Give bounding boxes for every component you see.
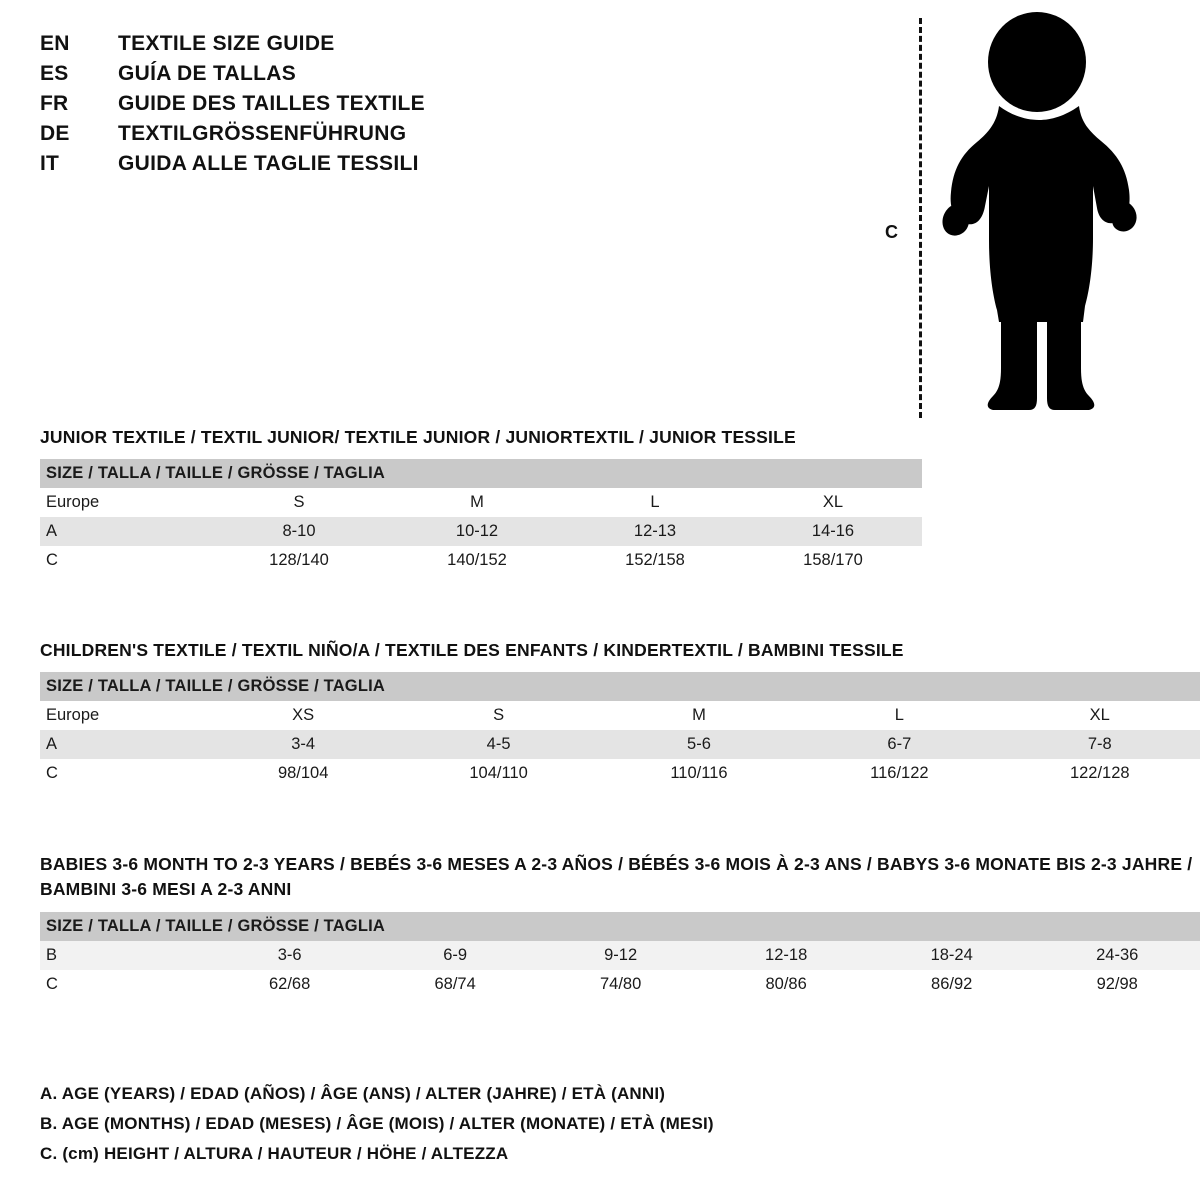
language-row-fr [40, 92, 660, 116]
cell: 10-12 [388, 517, 566, 546]
section-title-babies: BABIES 3-6 MONTH TO 2-3 YEARS / BEBÉS 3-6 MESES A 2-3 AÑOS / BÉBÉS 3-6 MOIS À 2-3 ANS / BABYS 3-6 MONATE BIS 2-3 JAHRE / BAMBINI 3-6 MESI A 2-3 ANNI [40, 854, 1193, 900]
language-code-it: IT [40, 152, 60, 175]
row-label: C [40, 759, 208, 788]
footnote-a: A. AGE (YEARS) / EDAD (AÑOS) / ÂGE (ANS) / ALTER (JAHRE) / ETÀ (ANNI) [40, 1084, 666, 1103]
row-label: Europe [40, 488, 210, 517]
cell: 18-24 [869, 941, 1035, 970]
height-measure-label: C [885, 222, 898, 242]
footnote-b: B. AGE (MONTHS) / EDAD (MESES) / ÂGE (MOIS) / ALTER (MONATE) / ETÀ (MESI) [40, 1114, 714, 1133]
band-label-babies: SIZE / TALLA / TAILLE / GRÖSSE / TAGLIA [40, 912, 1200, 941]
section-children-textile [40, 638, 1200, 788]
cell: 104/110 [398, 759, 598, 788]
cell: 12-18 [703, 941, 869, 970]
language-row-it [40, 152, 660, 176]
cell: 68/74 [372, 970, 538, 999]
child-silhouette-icon [937, 10, 1137, 415]
table-row [40, 546, 922, 575]
cell: 62/68 [207, 970, 373, 999]
language-row-en [40, 32, 660, 56]
band-label-junior: SIZE / TALLA / TAILLE / GRÖSSE / TAGLIA [40, 459, 922, 488]
cell: 116/122 [799, 759, 999, 788]
cell: XL [744, 488, 922, 517]
language-row-de [40, 122, 660, 146]
cell: L [566, 488, 744, 517]
row-label: A [40, 517, 210, 546]
cell: 86/92 [869, 970, 1035, 999]
table-row [40, 759, 1200, 788]
cell: M [388, 488, 566, 517]
cell: 4-5 [398, 730, 598, 759]
language-code-de: DE [40, 122, 70, 145]
cell: 80/86 [703, 970, 869, 999]
size-table-children [40, 672, 1200, 788]
language-title-en: TEXTILE SIZE GUIDE [118, 32, 335, 55]
language-code-en: EN [40, 32, 70, 55]
language-title-de: TEXTILGRÖSSENFÜHRUNG [118, 122, 407, 145]
footnotes [40, 1084, 1040, 1174]
row-label: B [40, 941, 207, 970]
height-measure-figure [885, 10, 1145, 420]
table-band-header-junior [40, 459, 922, 488]
row-label: C [40, 970, 207, 999]
cell: 122/128 [1000, 759, 1200, 788]
language-code-fr: FR [40, 92, 69, 115]
language-header [40, 32, 660, 182]
section-junior-textile [40, 425, 922, 575]
cell: 152/158 [566, 546, 744, 575]
cell: S [398, 701, 598, 730]
cell: 98/104 [208, 759, 398, 788]
table-row [40, 517, 922, 546]
cell: L [799, 701, 999, 730]
table-row [40, 701, 1200, 730]
band-label-children: SIZE / TALLA / TAILLE / GRÖSSE / TAGLIA [40, 672, 1200, 701]
table-band-header-babies [40, 912, 1200, 941]
language-title-it: GUIDA ALLE TAGLIE TESSILI [118, 152, 419, 175]
cell: 5-6 [599, 730, 799, 759]
language-title-fr: GUIDE DES TAILLES TEXTILE [118, 92, 425, 115]
language-code-es: ES [40, 62, 69, 85]
cell: 74/80 [538, 970, 704, 999]
cell: 92/98 [1034, 970, 1200, 999]
cell: 3-4 [208, 730, 398, 759]
cell: 14-16 [744, 517, 922, 546]
row-label: A [40, 730, 208, 759]
footnote-c: C. (cm) HEIGHT / ALTURA / HAUTEUR / HÖHE / ALTEZZA [40, 1144, 509, 1163]
language-title-es: GUÍA DE TALLAS [118, 62, 297, 85]
cell: 12-13 [566, 517, 744, 546]
cell: 158/170 [744, 546, 922, 575]
table-row [40, 941, 1200, 970]
size-table-babies [40, 912, 1200, 999]
table-row [40, 488, 922, 517]
table-band-header-children [40, 672, 1200, 701]
table-row [40, 730, 1200, 759]
cell: 128/140 [210, 546, 388, 575]
size-table-junior [40, 459, 922, 575]
row-label: C [40, 546, 210, 575]
language-row-es [40, 62, 660, 86]
cell: 24-36 [1034, 941, 1200, 970]
cell: 140/152 [388, 546, 566, 575]
cell: 8-10 [210, 517, 388, 546]
cell: 9-12 [538, 941, 704, 970]
cell: M [599, 701, 799, 730]
section-babies-textile [40, 852, 1200, 999]
table-row [40, 970, 1200, 999]
cell: 3-6 [207, 941, 373, 970]
cell: XS [208, 701, 398, 730]
section-title-junior: JUNIOR TEXTILE / TEXTIL JUNIOR/ TEXTILE JUNIOR / JUNIORTEXTIL / JUNIOR TESSILE [40, 427, 796, 447]
cell: 7-8 [1000, 730, 1200, 759]
row-label: Europe [40, 701, 208, 730]
height-measure-dashed-line [919, 18, 922, 418]
cell: XL [1000, 701, 1200, 730]
section-title-children: CHILDREN'S TEXTILE / TEXTIL NIÑO/A / TEXTILE DES ENFANTS / KINDERTEXTIL / BAMBINI TESSILE [40, 640, 904, 660]
cell: S [210, 488, 388, 517]
cell: 6-9 [372, 941, 538, 970]
cell: 110/116 [599, 759, 799, 788]
cell: 6-7 [799, 730, 999, 759]
